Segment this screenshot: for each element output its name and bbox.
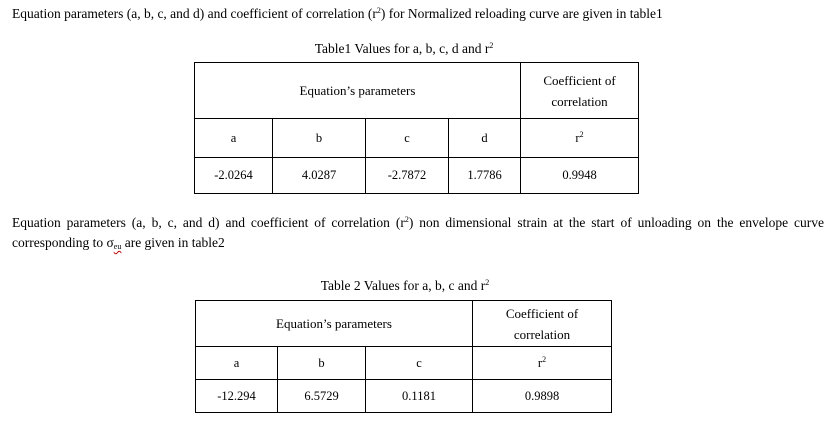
table1-subheader-d: d <box>449 119 521 158</box>
table2-coef-header <box>473 301 612 347</box>
table1-subheader-b: b <box>273 119 366 158</box>
paragraph2-text-after: are given in table2 <box>121 235 225 250</box>
table2-caption-superscript: 2 <box>485 278 490 287</box>
table1-caption-superscript: 2 <box>489 41 494 50</box>
table2-coef-line2: correlation <box>513 326 571 342</box>
table2-value-b: 6.5729 <box>278 380 366 413</box>
table2-subheader-row <box>196 347 612 380</box>
table1-subheader-row <box>195 119 639 158</box>
paragraph-table2-intro <box>12 213 824 253</box>
table2-values-row <box>196 380 612 413</box>
table2-subheader-r2 <box>473 347 612 380</box>
table1-value-r2: 0.9948 <box>521 158 639 194</box>
paragraph1-superscript: 2 <box>376 6 381 15</box>
table1-coef-line2: correlation <box>551 93 608 109</box>
paragraph2-text-middle: ) non dimensional strain at the start of unloading on the envelope curve corresponding to <box>12 215 824 250</box>
paragraph2-superscript: 2 <box>404 215 409 224</box>
table1-r-superscript: 2 <box>579 129 584 139</box>
table2-value-a: -12.294 <box>196 380 278 413</box>
table1-coef-header <box>521 63 639 119</box>
table1-value-d: 1.7786 <box>449 158 521 194</box>
table1-subheader-c: c <box>366 119 449 158</box>
table2-caption <box>195 278 615 294</box>
sigma-symbol: σ <box>106 235 114 250</box>
table1 <box>194 62 639 194</box>
table2-header-group: Equation’s parameters <box>196 301 473 347</box>
table1-header-row <box>195 63 639 119</box>
sigma-subscript: eu <box>113 242 122 251</box>
paragraph2-text-before: Equation parameters (a, b, c, and d) and coefficient of correlation (r <box>12 215 405 230</box>
table2-r-superscript: 2 <box>542 354 547 364</box>
table1-caption-text: Table1 Values for a, b, c, d and r <box>314 41 490 56</box>
paragraph-table1-intro <box>12 4 827 24</box>
table2-value-r2: 0.9898 <box>473 380 612 413</box>
table2 <box>195 300 612 413</box>
table1-subheader-a: a <box>195 119 273 158</box>
table1-value-a: -2.0264 <box>195 158 273 194</box>
table1-value-b: 4.0287 <box>273 158 366 194</box>
table2-subheader-a: a <box>196 347 278 380</box>
paragraph1-text-before: Equation parameters (a, b, c, and d) and coefficient of correlation (r <box>12 6 377 21</box>
table2-coef-line1: Coefficient of <box>505 305 579 321</box>
table2-header-row <box>196 301 612 347</box>
table2-subheader-b: b <box>278 347 366 380</box>
table2-subheader-c: c <box>366 347 473 380</box>
table1-caption <box>194 41 614 57</box>
table1-coef-line1: Coefficient of <box>543 72 616 88</box>
table2-value-c: 0.1181 <box>366 380 473 413</box>
table1-value-c: -2.7872 <box>366 158 449 194</box>
table1-subheader-r2 <box>521 119 639 158</box>
paragraph1-text-after: ) for Normalized reloading curve are given in table1 <box>380 6 663 21</box>
table1-header-group: Equation’s parameters <box>195 63 521 119</box>
table1-values-row <box>195 158 639 194</box>
table1-r-base: r <box>575 130 580 145</box>
table2-r-base: r <box>537 355 543 370</box>
table2-caption-text: Table 2 Values for a, b, c and r <box>320 278 486 293</box>
